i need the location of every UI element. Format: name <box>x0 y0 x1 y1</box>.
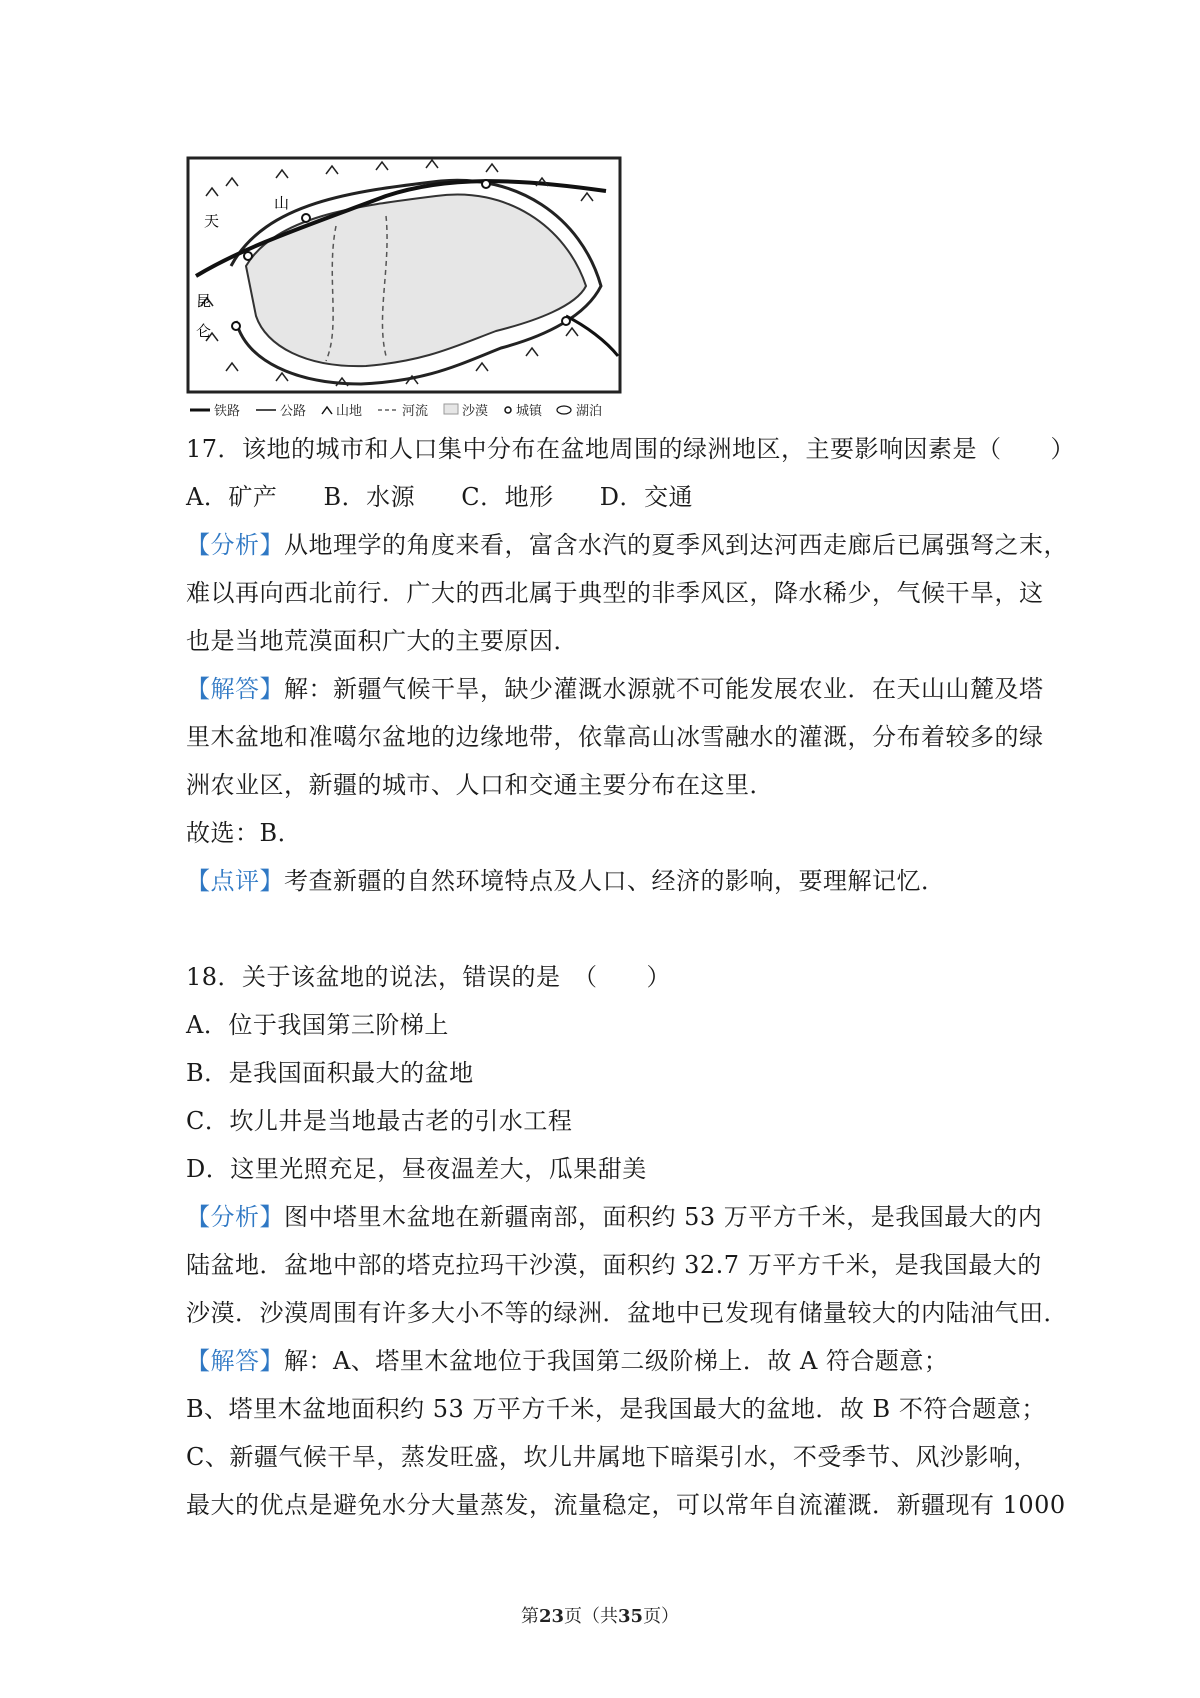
q18-answer-tag: 【解答】 <box>186 1347 284 1375</box>
basin-map <box>186 156 646 418</box>
q17-option-d: D．交通 <box>599 483 694 511</box>
legend-railway: 铁路 <box>214 404 241 418</box>
q17-answer-line-1: 【解答】解：新疆气候干旱，缺少灌溉水源就不可能发展农业．在天山山麓及塔 <box>186 675 1044 703</box>
legend-river: 河流 <box>402 404 429 418</box>
q17-option-c: C．地形 <box>461 483 554 511</box>
map-label-shan: 山 <box>274 194 290 212</box>
page-footer: 第23页（共35页） <box>520 1606 680 1627</box>
map-label-kun: 昆 <box>196 292 212 310</box>
q18-option-b: B．是我国面积最大的盆地 <box>186 1059 474 1087</box>
q17-answer-line-2: 里木盆地和准噶尔盆地的边缘地带，依靠高山冰雪融水的灌溉，分布着较多的绿 <box>186 723 1044 751</box>
q17-choice: 故选：B． <box>186 819 303 847</box>
q18-analysis-tag: 【分析】 <box>186 1203 284 1231</box>
q18-analysis-line-3: 沙漠．沙漠周围有许多大小不等的绿洲．盆地中已发现有储量较大的内陆油气田． <box>186 1299 1068 1327</box>
q17-stem: 17．该地的城市和人口集中分布在盆地周围的绿洲地区，主要影响因素是（ ） <box>186 435 1076 463</box>
q18-option-c: C．坎儿井是当地最古老的引水工程 <box>186 1107 573 1135</box>
legend-mountain: 山地 <box>336 404 363 418</box>
q17-answer-tag: 【解答】 <box>186 675 284 703</box>
legend-road: 公路 <box>280 404 307 418</box>
q18-answer-line-2: B、塔里木盆地面积约 53 万平方千米，是我国最大的盆地．故 B 不符合题意； <box>186 1395 1046 1423</box>
total-pages: 35 <box>618 1606 644 1627</box>
q18-option-d: D．这里光照充足，昼夜温差大，瓜果甜美 <box>186 1155 647 1183</box>
q17-analysis-tag: 【分析】 <box>186 531 284 559</box>
q17-option-a: A．矿产 <box>186 483 278 511</box>
legend-lake: 湖泊 <box>576 404 603 418</box>
q17-options <box>186 473 1046 521</box>
q18-analysis-line-2: 陆盆地．盆地中部的塔克拉玛干沙漠，面积约 32.7 万平方千米，是我国最大的 <box>186 1251 1042 1279</box>
q18-option-a: A．位于我国第三阶梯上 <box>186 1011 449 1039</box>
page-number: 23 <box>538 1606 564 1627</box>
q17-comment: 【点评】考查新疆的自然环境特点及人口、经济的影响，要理解记忆． <box>186 867 946 895</box>
legend-town: 城镇 <box>516 404 543 418</box>
q17-option-b: B．水源 <box>323 483 416 511</box>
q17-analysis-line-1: 【分析】从地理学的角度来看，富含水汽的夏季风到达河西走廊后已属强弩之末， <box>186 531 1068 559</box>
q18-answer-line-1: 【解答】解：A、塔里木盆地位于我国第二级阶梯上．故 A 符合题意； <box>186 1347 949 1375</box>
q18-answer-line-4: 最大的优点是避免水分大量蒸发，流量稳定，可以常年自流灌溉．新疆现有 1000 <box>186 1491 1066 1519</box>
basin-map-figure <box>186 156 646 418</box>
map-label-tian: 天 <box>204 212 220 230</box>
map-legend <box>190 403 602 418</box>
q17-analysis-line-2: 难以再向西北前行．广大的西北属于典型的非季风区，降水稀少，气候干旱，这 <box>186 579 1044 607</box>
q18-analysis-line-1: 【分析】图中塔里木盆地在新疆南部，面积约 53 万平方千米，是我国最大的内 <box>186 1203 1043 1231</box>
q17-answer-line-3: 洲农业区，新疆的城市、人口和交通主要分布在这里． <box>186 771 774 799</box>
q17-analysis-line-3: 也是当地荒漠面积广大的主要原因． <box>186 627 578 655</box>
legend-desert: 沙漠 <box>462 404 489 418</box>
q18-answer-line-3: C、新疆气候干旱，蒸发旺盛，坎儿井属地下暗渠引水，不受季节、风沙影响， <box>186 1443 1038 1471</box>
q17-comment-tag: 【点评】 <box>186 867 284 895</box>
q18-stem: 18．关于该盆地的说法，错误的是 （ ） <box>186 963 672 991</box>
map-label-lun: 仑 <box>196 322 212 340</box>
